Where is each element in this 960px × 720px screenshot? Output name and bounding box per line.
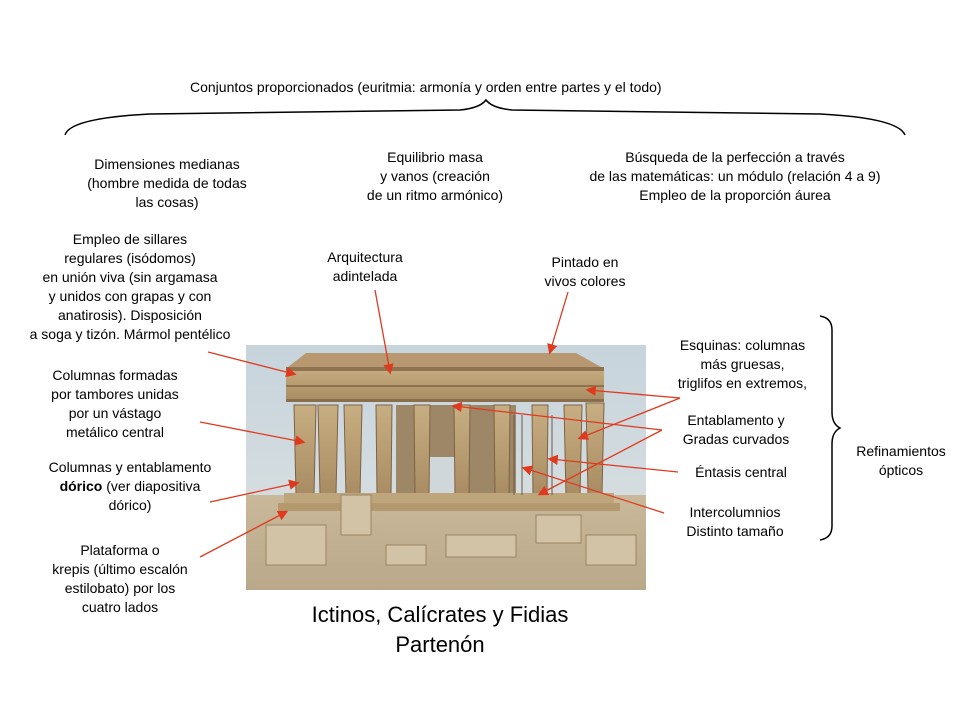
label-plataforma: Plataforma o krepis (último escalón estilobato) por los cuatro lados bbox=[52, 542, 188, 615]
label-pintado: Pintado en vivos colores bbox=[544, 254, 626, 289]
label-sillares: Empleo de sillares regulares (isódomos) en unión viva (sin argamasa y unidos con grapas y con anatirosis). Disposición a soga y tizón. Mármol pentélico bbox=[29, 231, 231, 342]
label-columnas-formadas: Columnas formadas por tambores unidas por un vástago metálico central bbox=[51, 367, 179, 440]
label-entasis: Éntasis central bbox=[695, 464, 787, 480]
label-dorico: Columnas y entablamento dórico (ver diapositiva dórico) bbox=[48, 459, 212, 513]
arrow-entasis bbox=[550, 459, 678, 472]
dorico-rest: (ver diapositiva bbox=[102, 478, 201, 494]
arrows bbox=[200, 290, 680, 557]
label-perfeccion: Búsqueda de la perfección a través de las matemáticas: un módulo (relación 4 a 9) Empleo de la proporción áurea bbox=[589, 149, 881, 203]
caption: Ictinos, Calícrates y Fidias Partenón bbox=[311, 602, 569, 657]
label-equilibrio: Equilibrio masa y vanos (creación de un ritmo armónico) bbox=[366, 149, 504, 203]
dorico-bold: dórico bbox=[59, 478, 103, 494]
arrow-adintelada bbox=[375, 290, 390, 372]
arrow-esquinas-2 bbox=[580, 398, 680, 438]
arrow-sillares bbox=[208, 352, 294, 374]
label-esquinas: Esquinas: columnas más gruesas, triglifos en extremos, bbox=[677, 337, 808, 391]
arrow-entablamento-2 bbox=[540, 430, 662, 494]
label-refinamientos: Refinamientos ópticos bbox=[856, 443, 946, 478]
arrow-intercolumnios bbox=[524, 468, 664, 513]
label-adintelada: Arquitectura adintelada bbox=[327, 249, 403, 284]
label-dimensiones: Dimensiones medianas (hombre medida de todas las cosas) bbox=[87, 156, 247, 210]
top-heading: Conjuntos proporcionados (euritmia: armonía y orden entre partes y el todo) bbox=[190, 79, 662, 95]
label-intercolumnios: Intercolumnios Distinto tamaño bbox=[686, 504, 784, 539]
arrow-columnas-formadas bbox=[200, 422, 303, 442]
top-brace bbox=[65, 100, 905, 135]
label-entablamento: Entablamento y Gradas curvados bbox=[682, 412, 790, 447]
arrow-pintado bbox=[550, 292, 568, 352]
